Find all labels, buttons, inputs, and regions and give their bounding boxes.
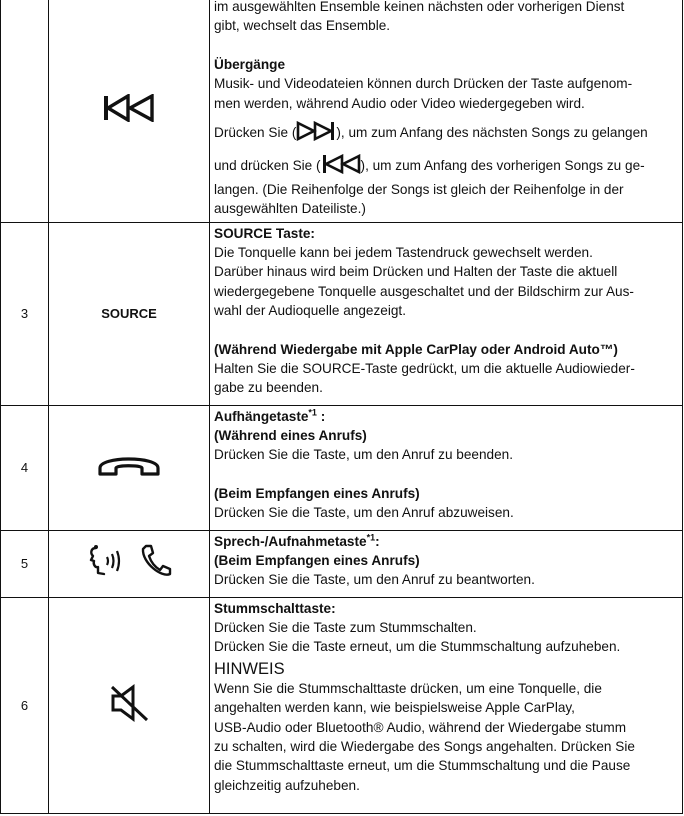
phone-icon	[140, 543, 172, 584]
text-line: gibt, wechselt das Ensemble.	[214, 18, 391, 34]
text-line: und drücken Sie ( ), um zum Anfang des vorherigen Songs zu ge-	[214, 154, 678, 179]
text-line: Darüber hinaus wird beim Drücken und Halten der Taste die aktuell	[214, 264, 618, 280]
text-line: men werden, während Audio oder Video wiedergegeben wird.	[214, 95, 585, 111]
icon-cell	[49, 405, 210, 530]
mute-icon	[107, 683, 151, 728]
text-line: Drücken Sie ( ), um zum Anfang des nächsten Songs zu gelangen	[214, 121, 678, 146]
table-row	[1, 222, 683, 405]
text-line: angehalten werden kann, wie beispielsweise Apple CarPlay,	[214, 700, 575, 716]
section-heading: SOURCE Taste:	[214, 225, 315, 241]
description-cell	[210, 597, 683, 813]
note-title: HINWEIS	[214, 659, 285, 678]
section-heading: Stummschalttaste:	[214, 600, 336, 616]
text-line: gleichzeitig aufzuheben.	[214, 777, 360, 793]
description-cell	[210, 530, 683, 597]
text-line: Drücken Sie die Taste, um den Anruf abzuweisen.	[214, 505, 514, 521]
section-subheading: (Beim Empfangen eines Anrufs)	[214, 552, 420, 568]
text-line: Wenn Sie die Stummschalttaste drücken, um eine Tonquelle, die	[214, 680, 602, 696]
text-line: wiedergegebene Tonquelle ausgeschaltet und der Bildschirm zur Aus-	[214, 283, 634, 299]
icon-cell	[49, 222, 210, 405]
text-line: Die Tonquelle kann bei jedem Tastendruck gewechselt werden.	[214, 244, 593, 260]
text-line: USB-Audio oder Bluetooth® Audio, während der Wiedergabe stumm	[214, 719, 627, 735]
section-heading: Übergänge	[214, 56, 286, 72]
text-line: zu schalten, wird die Wiedergabe des Songs angehalten. Drücken Sie	[214, 738, 635, 754]
section-subheading: (Beim Empfangen eines Anrufs)	[214, 485, 420, 501]
text-line: Halten Sie die SOURCE-Taste gedrückt, um die aktuelle Audiowieder-	[214, 360, 635, 376]
text-line: im ausgewählten Ensemble keinen nächsten oder vorherigen Dienst	[214, 0, 625, 14]
table-row	[1, 0, 683, 222]
text-line: ausgewählten Dateiliste.)	[214, 201, 366, 217]
text-line: Drücken Sie die Taste zum Stummschalten.	[214, 619, 477, 635]
text-line: die Stummschalttaste erneut, um die Stummschaltung und die Pause	[214, 758, 631, 774]
section-heading: (Während Wiedergabe mit Apple CarPlay oder Android Auto™)	[214, 341, 618, 357]
description-cell	[210, 222, 683, 405]
icon-cell	[49, 597, 210, 813]
table-row	[1, 597, 683, 813]
text-line: wahl der Audioquelle angezeigt.	[214, 303, 406, 319]
description-cell	[210, 405, 683, 530]
section-heading: Sprech-/Aufnahmetaste$^{*1}$:	[214, 531, 380, 549]
row-number: 5	[1, 530, 49, 597]
text-line: Drücken Sie die Taste erneut, um die Stummschaltung aufzuheben.	[214, 639, 621, 655]
table-row	[1, 530, 683, 597]
table-row	[1, 405, 683, 530]
row-number: 4	[1, 405, 49, 530]
voice-talk-icon	[86, 544, 130, 583]
text-line: Musik- und Videodateien können durch Drücken der Taste aufgenom-	[214, 76, 633, 92]
skip-back-icon	[321, 154, 361, 179]
icon-cell	[49, 0, 210, 222]
row-number: 3	[1, 222, 49, 405]
section-subheading: (Während eines Anrufs)	[214, 427, 367, 443]
row-number: 6	[1, 597, 49, 813]
hang-up-icon	[96, 450, 162, 485]
text-line: Drücken Sie die Taste, um den Anruf zu beenden.	[214, 447, 514, 463]
skip-forward-icon	[296, 121, 336, 146]
description-cell	[210, 0, 683, 222]
row-number	[1, 0, 49, 222]
source-button-label: SOURCE	[101, 305, 157, 321]
text-line: langen. (Die Reihenfolge der Songs ist gleich der Reihenfolge in der	[214, 181, 624, 197]
skip-back-icon	[102, 94, 156, 127]
icon-cell	[49, 530, 210, 597]
section-heading: Aufhängetaste$^{*1}$ :	[214, 406, 326, 424]
text-line: gabe zu beenden.	[214, 380, 323, 396]
text-line: Drücken Sie die Taste, um den Anruf zu beantworten.	[214, 572, 535, 588]
